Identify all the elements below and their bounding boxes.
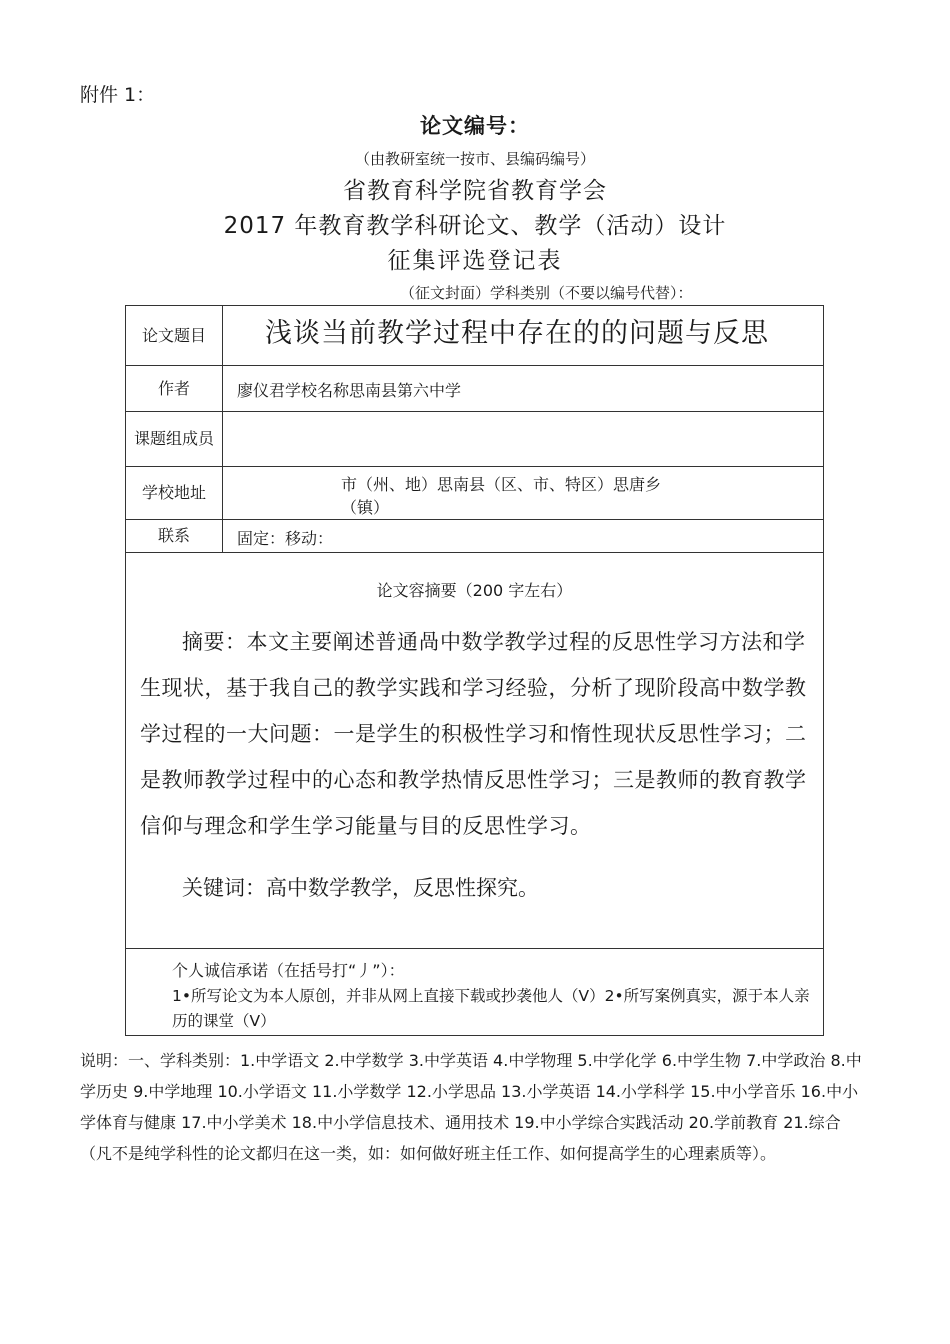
- keywords: 关键词：高中数学教学，反思性探究。: [182, 876, 539, 900]
- pledge-heading: 个人诚信承诺（在括号打“丿”）：: [172, 961, 405, 980]
- abstract-text: 摘要：本文主要阐述普通咼中数学教学过程的反思性学习方法和学生现状，基于我自己的教学实践和学习经验，分析了现阶段高中数学教学过程的一大问题：一是学生的积极性学习和惰性现状反思性学习；二是教师教学过程中的心态和教学热情反思性学习；三是教师的教育教学信仰与理念和学生学习能量与目的反思性学习。: [140, 630, 807, 838]
- abstract-section: [126, 553, 823, 949]
- members-row: [126, 412, 823, 467]
- title-field[interactable]: [223, 306, 823, 365]
- address-row: [126, 467, 823, 520]
- title-label: 论文题目: [126, 306, 223, 365]
- address-label: 学校地址: [126, 467, 223, 519]
- author-value: 廖仪君学校名称思南县第六中学: [237, 381, 462, 400]
- page-title: 2017 年教育教学科研论文、教学（活动）设计: [223, 213, 727, 239]
- abstract-heading: 论文容摘要（200 字左右）: [376, 581, 573, 600]
- contact-label: 联系: [126, 520, 223, 552]
- paper-number-label: 论文编号：: [420, 114, 530, 138]
- author-row: [126, 366, 823, 412]
- author-label: 作者: [126, 366, 223, 411]
- title-row: [126, 306, 823, 366]
- number-note: （由教研室统一按市、县编码编号）: [354, 150, 595, 168]
- address-line-2: （镇）: [341, 498, 390, 517]
- address-line-1: 市（州、地）思南县（区、市、特区）思唐乡: [341, 475, 662, 494]
- registration-form: [125, 305, 824, 1036]
- members-field[interactable]: [223, 412, 823, 466]
- pledge-text: 1•所写论文为本人原创，并非从网上直接下载或抄袭他人（V）2•所写案例真实，源于本人亲历的课堂（V）: [172, 987, 810, 1030]
- footnote: 说明：一、学科类别：1.中学语文 2.中学数学 3.中学英语 4.中学物理 5.中学化学 6.中学生物 7.中学政治 8.中学历史 9.中学地理 10.小学语文 11.小学数学 12.小学思品 13.小学英语 14.小学科学 15.中小学音乐 16.中小学体育与健康 17.中小学美术 18.中小学信息技术、通用技术 19.中小学综合实践活动 20.学前教育 21.综合（凡不是纯学科性的论文都归在这一类，如：如何做好班主任工作、如何提高学生的心理素质等）。: [80, 1051, 862, 1163]
- page-subtitle: 征集评选登记表: [387, 248, 563, 274]
- contact-field[interactable]: [223, 520, 823, 552]
- organizer-title: 省教育科学院省教育学会: [343, 178, 607, 204]
- cover-note: （征文封面）学科类别（不要以编号代替）：: [400, 284, 693, 302]
- author-field[interactable]: [223, 366, 823, 411]
- address-value: [341, 473, 661, 519]
- attachment-label: 附件 1：: [80, 84, 156, 106]
- contact-row: [126, 520, 823, 553]
- integrity-pledge: [126, 949, 823, 1035]
- contact-value: 固定：移动：: [237, 529, 334, 548]
- address-field[interactable]: [223, 467, 823, 519]
- members-label: 课题组成员: [126, 412, 223, 466]
- thesis-title: 浅谈当前教学过程中存在的的问题与反思: [265, 318, 769, 349]
